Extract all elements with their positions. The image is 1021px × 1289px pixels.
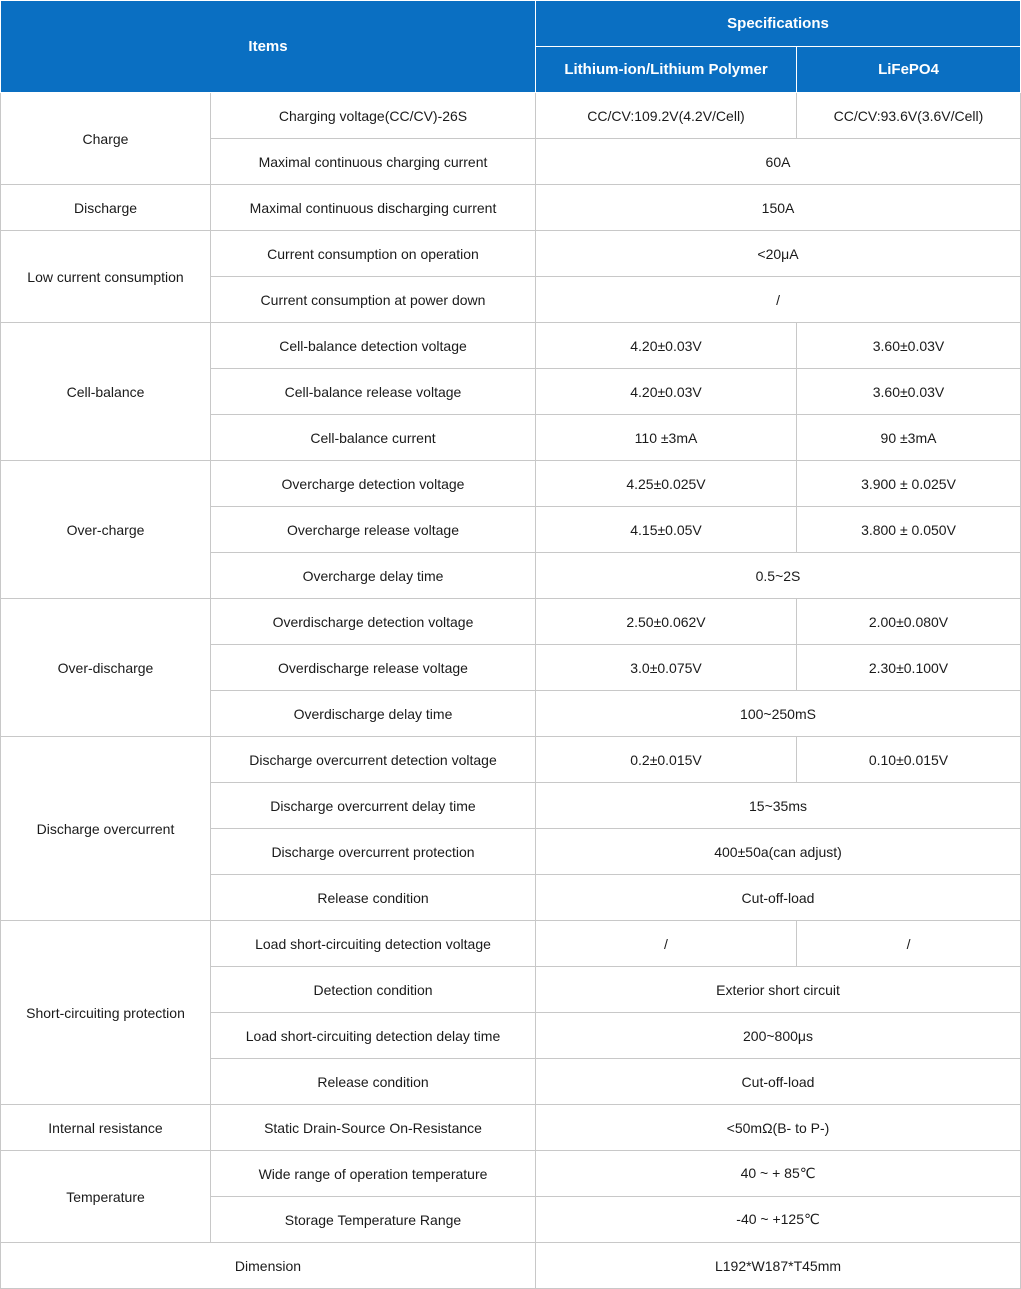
value-shared: 150A (536, 185, 1021, 231)
category-temperature: Temperature (1, 1151, 211, 1243)
value-shared: 40 ~ + 85℃ (536, 1151, 1021, 1197)
item-label: Cell-balance release voltage (211, 369, 536, 415)
table-row (1, 93, 1021, 139)
category-discharge-overcurrent: Discharge overcurrent (1, 737, 211, 921)
item-label: Maximal continuous charging current (211, 139, 536, 185)
category-short-circuit: Short-circuiting protection (1, 921, 211, 1105)
item-label: Overcharge detection voltage (211, 461, 536, 507)
category-charge: Charge (1, 93, 211, 185)
header-liion: Lithium-ion/Lithium Polymer (536, 47, 797, 93)
table-row (1, 599, 1021, 645)
category-over-discharge: Over-discharge (1, 599, 211, 737)
table-row (1, 323, 1021, 369)
category-internal-resistance: Internal resistance (1, 1105, 211, 1151)
value-shared: L192*W187*T45mm (536, 1243, 1021, 1289)
category-discharge: Discharge (1, 185, 211, 231)
value-lifepo4: 3.900 ± 0.025V (797, 461, 1021, 507)
value-lifepo4: 2.00±0.080V (797, 599, 1021, 645)
item-label: Charging voltage(CC/CV)-26S (211, 93, 536, 139)
value-liion: 110 ±3mA (536, 415, 797, 461)
value-shared: 200~800μs (536, 1013, 1021, 1059)
table-row (1, 231, 1021, 277)
value-shared: -40 ~ +125℃ (536, 1197, 1021, 1243)
item-label: Overcharge delay time (211, 553, 536, 599)
value-shared: 100~250mS (536, 691, 1021, 737)
item-label: Overdischarge detection voltage (211, 599, 536, 645)
value-liion: 4.25±0.025V (536, 461, 797, 507)
item-label: Overdischarge release voltage (211, 645, 536, 691)
table-row (1, 737, 1021, 783)
table-row (1, 1151, 1021, 1197)
value-shared: / (536, 277, 1021, 323)
item-label: Wide range of operation temperature (211, 1151, 536, 1197)
value-lifepo4: 0.10±0.015V (797, 737, 1021, 783)
item-label: Discharge overcurrent protection (211, 829, 536, 875)
header-lifepo4: LiFePO4 (797, 47, 1021, 93)
item-label-dimension: Dimension (1, 1243, 536, 1289)
value-lifepo4: 90 ±3mA (797, 415, 1021, 461)
value-lifepo4: 3.800 ± 0.050V (797, 507, 1021, 553)
value-liion: 4.20±0.03V (536, 369, 797, 415)
item-label: Load short-circuiting detection delay time (211, 1013, 536, 1059)
item-label: Current consumption at power down (211, 277, 536, 323)
value-shared: Cut-off-load (536, 1059, 1021, 1105)
value-lifepo4: 3.60±0.03V (797, 369, 1021, 415)
item-label: Static Drain-Source On-Resistance (211, 1105, 536, 1151)
item-label: Cell-balance detection voltage (211, 323, 536, 369)
header-specifications: Specifications (536, 1, 1021, 47)
item-label: Load short-circuiting detection voltage (211, 921, 536, 967)
table-row (1, 1243, 1021, 1289)
value-shared: 60A (536, 139, 1021, 185)
value-liion: / (536, 921, 797, 967)
value-liion: 4.20±0.03V (536, 323, 797, 369)
value-shared: Exterior short circuit (536, 967, 1021, 1013)
table-row (1, 185, 1021, 231)
value-shared: 400±50a(can adjust) (536, 829, 1021, 875)
item-label: Discharge overcurrent delay time (211, 783, 536, 829)
value-liion: 4.15±0.05V (536, 507, 797, 553)
value-lifepo4: 3.60±0.03V (797, 323, 1021, 369)
item-label: Release condition (211, 875, 536, 921)
item-label: Discharge overcurrent detection voltage (211, 737, 536, 783)
item-label: Storage Temperature Range (211, 1197, 536, 1243)
value-lifepo4: 2.30±0.100V (797, 645, 1021, 691)
value-liion: 0.2±0.015V (536, 737, 797, 783)
category-over-charge: Over-charge (1, 461, 211, 599)
header-items: Items (1, 1, 536, 93)
item-label: Detection condition (211, 967, 536, 1013)
value-lifepo4: / (797, 921, 1021, 967)
item-label: Overdischarge delay time (211, 691, 536, 737)
table-row (1, 461, 1021, 507)
item-label: Cell-balance current (211, 415, 536, 461)
category-cell-balance: Cell-balance (1, 323, 211, 461)
value-shared: 15~35ms (536, 783, 1021, 829)
table-row (1, 921, 1021, 967)
value-liion: CC/CV:109.2V(4.2V/Cell) (536, 93, 797, 139)
table-row (1, 1105, 1021, 1151)
category-low-current: Low current consumption (1, 231, 211, 323)
item-label: Release condition (211, 1059, 536, 1105)
item-label: Overcharge release voltage (211, 507, 536, 553)
value-shared: <20μA (536, 231, 1021, 277)
value-shared: <50mΩ(B- to P-) (536, 1105, 1021, 1151)
item-label: Current consumption on operation (211, 231, 536, 277)
value-liion: 2.50±0.062V (536, 599, 797, 645)
value-shared: 0.5~2S (536, 553, 1021, 599)
value-liion: 3.0±0.075V (536, 645, 797, 691)
value-shared: Cut-off-load (536, 875, 1021, 921)
value-lifepo4: CC/CV:93.6V(3.6V/Cell) (797, 93, 1021, 139)
item-label: Maximal continuous discharging current (211, 185, 536, 231)
